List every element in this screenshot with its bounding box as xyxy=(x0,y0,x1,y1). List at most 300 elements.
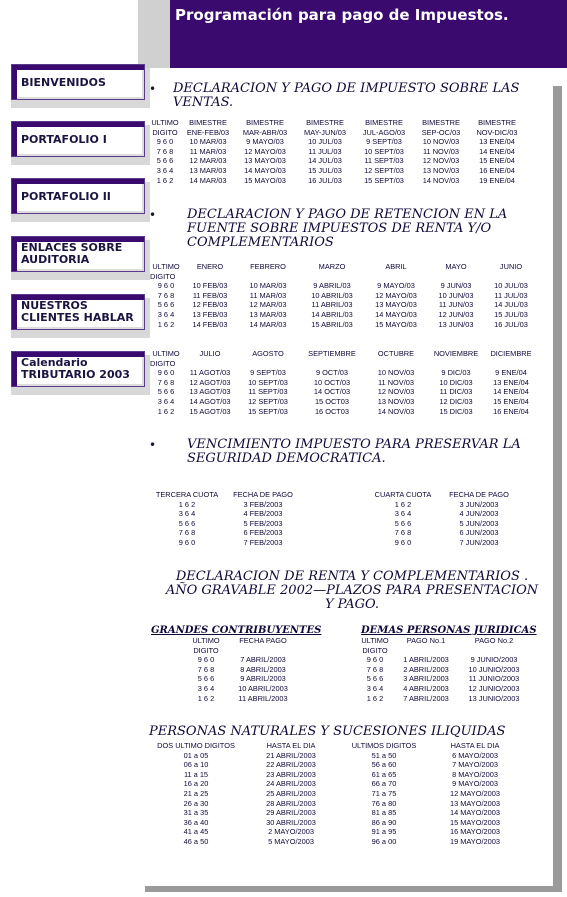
title-line: VENCIMIENTO IMPUESTO PARA PRESERVAR LA xyxy=(187,437,521,452)
retencion-table-1 xyxy=(149,262,537,329)
table-cell: 5 6 6 xyxy=(197,674,215,684)
table-cell: 3 6 4 xyxy=(178,509,196,519)
table-header-row xyxy=(357,636,529,646)
table-cell: 5 6 6 xyxy=(157,387,175,397)
table-cell: 7 6 8 xyxy=(178,528,196,538)
table-row xyxy=(147,818,519,828)
table-cell: 14 ENE/04 xyxy=(479,146,515,156)
table-cell: 3 6 4 xyxy=(157,309,175,319)
table-cell xyxy=(485,359,537,369)
table-cell: 30 ABRIL/2003 xyxy=(266,817,316,827)
table-cell: 10 ABRIL/2003 xyxy=(238,683,288,693)
table-cell: 15 ABRIL/03 xyxy=(311,319,353,329)
page-title: Programación para pago de Impuestos. xyxy=(175,6,509,24)
table-cell: 9 ENE/04 xyxy=(495,368,527,378)
table-cell: 12 JUNIO/2003 xyxy=(468,683,520,693)
table-cell: 1 6 2 xyxy=(178,499,196,509)
table-cell: 21 ABRIL/2003 xyxy=(266,750,316,760)
table-cell: 11 JUL/03 xyxy=(494,290,528,300)
table-row xyxy=(147,837,519,847)
table-cell: 14 OCT/03 xyxy=(313,387,351,397)
table-cell: 13 MAR/03 xyxy=(249,309,287,319)
table-cell: MAY-JUN/03 xyxy=(304,127,346,137)
table-row xyxy=(147,760,519,770)
table-cell: MARZO xyxy=(318,262,346,271)
table-cell: 16 MAYO/2003 xyxy=(450,827,500,837)
table-cell: ULTIMO xyxy=(361,636,389,645)
table-cell: PAGO No.1 xyxy=(406,636,446,645)
table-row xyxy=(149,538,301,548)
table-header-row xyxy=(185,636,299,646)
table-cell: 1 6 2 xyxy=(156,175,174,185)
table-row xyxy=(357,665,529,675)
table-header-row xyxy=(149,359,537,369)
section-title xyxy=(187,438,521,466)
grandes-contribuyentes-heading: GRANDES CONTRIBUYENTES xyxy=(151,625,322,636)
table-cell: 5 6 6 xyxy=(394,518,412,528)
table-cell: 14 JUL/03 xyxy=(308,156,342,166)
table-row xyxy=(149,519,301,529)
nav-label: PORTAFOLIO I xyxy=(21,133,107,146)
table-cell: JUNIO xyxy=(499,262,523,271)
table-cell: 26 a 30 xyxy=(183,798,209,808)
table-cell: MAR-ABR/03 xyxy=(242,127,288,137)
table-cell: 1 6 2 xyxy=(157,406,175,416)
table-cell: 15 MAYO/03 xyxy=(244,175,286,185)
table-cell: 9 6 0 xyxy=(394,537,412,547)
table-cell: BIMESTRE xyxy=(365,118,403,127)
table-cell: HASTA EL DIA xyxy=(450,741,500,750)
table-row xyxy=(149,281,537,291)
table-row xyxy=(149,320,537,330)
nav-label-line1: NUESTROS xyxy=(21,299,88,312)
nav-clientes[interactable] xyxy=(11,294,145,330)
table-cell: DIGITO xyxy=(150,358,176,368)
table-cell: 10 JUN/03 xyxy=(438,290,474,300)
table-cell: 9 ABRIL/2003 xyxy=(240,674,286,684)
table-cell: 15 MAYO/2003 xyxy=(450,817,500,827)
nav-label-line1: ENLACES SOBRE xyxy=(21,241,123,254)
table-cell: 31 a 35 xyxy=(183,808,209,818)
table-cell: 46 a 50 xyxy=(183,836,209,846)
table-cell: DIGITO xyxy=(150,271,176,281)
table-cell: 11 FEB/03 xyxy=(192,290,228,300)
table-cell: 7 6 8 xyxy=(394,528,412,538)
table-cell: 14 ENE/04 xyxy=(493,387,529,397)
table-cell: 13 AGOT/03 xyxy=(189,387,231,397)
table-cell: 15 SEPT/03 xyxy=(248,406,288,416)
table-row xyxy=(149,176,525,186)
table-cell: 23 ABRIL/2003 xyxy=(266,769,316,779)
table-cell: 36 a 40 xyxy=(183,817,209,827)
table-cell: 3 6 4 xyxy=(197,683,215,693)
table-header-row xyxy=(365,490,517,500)
table-cell: 41 a 45 xyxy=(183,827,209,837)
table-cell: 10 JUL/03 xyxy=(308,137,342,147)
table-cell: 11 JUNIO/2003 xyxy=(468,674,520,684)
table-cell: HASTA EL DIA xyxy=(266,741,316,750)
nav-enlaces-auditoria[interactable] xyxy=(11,236,145,272)
table-cell: 5 JUN/2003 xyxy=(459,518,499,528)
table-cell: 9 6 0 xyxy=(197,655,215,665)
table-cell xyxy=(237,359,299,369)
table-cell: 6 JUN/2003 xyxy=(459,528,499,538)
table-cell: 12 FEB/03 xyxy=(192,300,228,310)
table-cell: 16 ENE/04 xyxy=(479,165,515,175)
nav-portafolio-2[interactable] xyxy=(11,178,145,214)
bullet: • xyxy=(149,208,157,222)
table-cell xyxy=(183,272,237,282)
table-cell xyxy=(427,359,485,369)
table-cell: 5 6 6 xyxy=(366,674,384,684)
table-cell: JULIO xyxy=(199,349,221,358)
nav-bienvenidos[interactable] xyxy=(11,64,145,100)
table-cell: 12 SEPT/03 xyxy=(248,396,288,406)
title-line: DECLARACION Y PAGO DE IMPUESTO SOBRE LAS xyxy=(173,81,520,96)
table-cell: BIMESTRE xyxy=(478,118,516,127)
table-cell: 12 MAYO/03 xyxy=(375,290,417,300)
table-row xyxy=(149,310,537,320)
table-cell: 15 DIC/03 xyxy=(439,406,473,416)
table-cell: 01 a 05 xyxy=(183,750,209,760)
table-cell: JUL-AGO/03 xyxy=(362,127,406,137)
seguridad-cuarta-table xyxy=(365,490,517,548)
table-cell: 7 ABRIL/2003 xyxy=(240,655,286,665)
table-cell: 13 MAR/03 xyxy=(189,165,227,175)
table-cell xyxy=(485,272,537,282)
table-cell: FECHA PAGO xyxy=(239,636,287,645)
nav-label-line1: Calendario xyxy=(21,356,88,369)
table-cell: 6 MAYO/2003 xyxy=(452,750,498,760)
table-cell: 16 ENE/04 xyxy=(493,406,529,416)
table-cell: 13 MAYO/2003 xyxy=(450,798,500,808)
table-cell xyxy=(393,646,459,656)
table-cell: ENERO xyxy=(196,262,224,271)
table-cell: 16 JUL/03 xyxy=(308,175,342,185)
table-row xyxy=(149,528,301,538)
table-cell: 10 OCT/03 xyxy=(313,377,351,387)
table-cell: 12 NOV/03 xyxy=(377,387,415,397)
table-cell: 3 6 4 xyxy=(394,509,412,519)
table-cell xyxy=(299,359,365,369)
table-row xyxy=(149,387,537,397)
table-cell: 13 ENE/04 xyxy=(493,377,529,387)
table-row xyxy=(149,407,537,417)
table-cell: 9 MAYO/03 xyxy=(246,137,284,147)
table-cell: 12 NOV/03 xyxy=(422,156,460,166)
table-header-row xyxy=(149,262,537,272)
nav-label-line2: TRIBUTARIO 2003 xyxy=(21,368,130,381)
table-cell: 14 ABRIL/03 xyxy=(311,309,353,319)
table-row xyxy=(149,368,537,378)
table-cell: 11 MAR/03 xyxy=(189,146,227,156)
personas-naturales-table xyxy=(147,741,519,847)
nav-label-line2: CLIENTES HABLAR xyxy=(21,311,134,324)
table-cell: 5 MAYO/2003 xyxy=(268,836,314,846)
table-cell: SEPTIEMBRE xyxy=(308,349,356,358)
table-cell: 13 MAYO/03 xyxy=(244,156,286,166)
table-row xyxy=(147,808,519,818)
table-cell: 2 MAYO/2003 xyxy=(268,827,314,837)
table-cell: 6 FEB/2003 xyxy=(243,528,283,538)
table-row xyxy=(185,655,299,665)
table-cell: 16 a 20 xyxy=(183,779,209,789)
table-cell xyxy=(299,272,365,282)
table-cell xyxy=(459,646,529,656)
table-cell: 15 ENE/04 xyxy=(479,156,515,166)
table-cell: 7 6 8 xyxy=(157,377,175,387)
table-cell: 5 6 6 xyxy=(178,518,196,528)
seguridad-tercera-table xyxy=(149,490,301,548)
table-cell: BIMESTRE xyxy=(246,118,284,127)
table-cell: SEP-OC/03 xyxy=(421,127,461,137)
table-cell xyxy=(227,646,299,656)
table-cell: 12 MAR/03 xyxy=(249,300,287,310)
table-header-row xyxy=(149,272,537,282)
table-row xyxy=(357,674,529,684)
table-cell: 14 MAYO/03 xyxy=(375,309,417,319)
table-cell: 11 DIC/03 xyxy=(439,387,473,397)
table-row xyxy=(357,684,529,694)
table-cell: 76 a 80 xyxy=(371,798,397,808)
table-cell: 15 ENE/04 xyxy=(493,396,529,406)
table-header-row xyxy=(149,349,537,359)
table-cell: 14 JUL/03 xyxy=(494,300,528,310)
bullet: • xyxy=(149,438,157,452)
title-line: AÑO GRAVABLE 2002—PLAZOS PARA PRESENTACION xyxy=(165,583,539,598)
table-cell: 10 DIC/03 xyxy=(439,377,473,387)
table-cell: TERCERA CUOTA xyxy=(155,490,219,499)
table-cell: 4 ABRIL/2003 xyxy=(403,683,449,693)
table-cell: 8 MAYO/2003 xyxy=(452,769,498,779)
table-cell: 11 SEPT/03 xyxy=(364,156,404,166)
table-cell: 19 MAYO/2003 xyxy=(450,836,500,846)
table-cell: 61 a 65 xyxy=(371,769,397,779)
title-line: DECLARACION Y PAGO DE RETENCION EN LA xyxy=(187,207,508,222)
table-cell: ULTIMO xyxy=(192,636,220,645)
table-cell: 1 6 2 xyxy=(394,499,412,509)
table-row xyxy=(147,789,519,799)
table-cell: 16 OCT03 xyxy=(314,406,350,416)
table-header-row xyxy=(149,490,301,500)
table-cell: 14 MAYO/2003 xyxy=(450,808,500,818)
table-cell: 11 a 15 xyxy=(183,769,209,779)
table-row xyxy=(149,166,525,176)
table-cell: 15 JUL/03 xyxy=(494,309,528,319)
table-cell: 14 MAR/03 xyxy=(249,319,287,329)
table-cell: 14 NOV/03 xyxy=(377,406,415,416)
table-cell: 06 a 10 xyxy=(183,760,209,770)
table-cell: 11 AGOT/03 xyxy=(189,368,231,378)
table-cell: 15 JUL/03 xyxy=(308,165,342,175)
table-cell: 5 FEB/2003 xyxy=(243,518,283,528)
table-row xyxy=(185,694,299,704)
table-cell: 7 JUN/2003 xyxy=(459,537,499,547)
table-cell: 14 AGOT/03 xyxy=(189,396,231,406)
table-header-row xyxy=(147,741,519,751)
table-cell: 13 MAYO/03 xyxy=(375,300,417,310)
table-cell: ULTIMO xyxy=(152,349,180,358)
table-cell: 11 JUN/03 xyxy=(438,300,474,310)
table-cell: 10 JUL/03 xyxy=(494,281,528,291)
title-line: Y PAGO. xyxy=(324,597,380,612)
table-cell: 9 6 0 xyxy=(157,368,175,378)
table-cell: 12 DIC/03 xyxy=(439,396,473,406)
table-row xyxy=(365,538,517,548)
table-cell: PAGO No.2 xyxy=(474,636,514,645)
table-cell: 11 NOV/03 xyxy=(422,146,459,156)
table-cell xyxy=(365,272,427,282)
table-cell: 9 OCT/03 xyxy=(315,368,349,378)
table-cell: 9 SEPT/03 xyxy=(250,368,286,378)
table-cell: 4 JUN/2003 xyxy=(459,509,499,519)
table-cell: 91 a 95 xyxy=(371,827,397,837)
table-cell: MAYO xyxy=(445,262,467,271)
table-cell: 66 a 70 xyxy=(371,779,397,789)
table-cell: NOVIEMBRE xyxy=(433,349,479,358)
table-cell: CUARTA CUOTA xyxy=(374,490,432,499)
table-cell: 13 JUNIO/2003 xyxy=(468,693,520,703)
table-cell: ULTIMO xyxy=(152,262,180,271)
table-cell: DIGITO xyxy=(362,645,388,655)
demas-table xyxy=(357,636,529,703)
table-header-row xyxy=(149,128,525,138)
table-cell: 13 ENE/04 xyxy=(479,137,515,147)
table-cell: 19 ENE/04 xyxy=(479,175,515,185)
table-cell: 12 AGOT/03 xyxy=(189,377,231,387)
table-row xyxy=(149,137,525,147)
table-cell: 96 a 00 xyxy=(371,836,397,846)
table-row xyxy=(357,694,529,704)
table-cell: 3 JUN/2003 xyxy=(459,499,499,509)
table-cell: DICIEMBRE xyxy=(490,349,532,358)
table-row xyxy=(149,291,537,301)
table-cell: 11 NOV/03 xyxy=(377,377,414,387)
table-cell: 10 SEPT/03 xyxy=(364,146,404,156)
table-cell: ABRIL xyxy=(385,262,407,271)
table-cell: 12 SEPT/03 xyxy=(364,165,404,175)
table-cell: 9 6 0 xyxy=(178,537,196,547)
table-cell: 9 6 0 xyxy=(156,137,174,147)
table-cell: ULTIMOS DIGITOS xyxy=(351,741,417,750)
table-cell: 10 NOV/03 xyxy=(377,368,415,378)
table-cell: 51 a 50 xyxy=(371,750,397,760)
table-cell: 9 MAYO/2003 xyxy=(452,779,498,789)
table-cell: 1 6 2 xyxy=(157,319,175,329)
table-cell: 3 6 4 xyxy=(366,683,384,693)
table-cell xyxy=(237,272,299,282)
section-title xyxy=(151,570,553,612)
table-header-row xyxy=(185,646,299,656)
table-cell: 13 NOV/03 xyxy=(377,396,415,406)
table-cell: 10 SEPT/03 xyxy=(248,377,288,387)
table-row xyxy=(365,500,517,510)
table-cell: 81 a 85 xyxy=(371,808,397,818)
table-cell: 7 FEB/2003 xyxy=(243,537,283,547)
table-cell: 2 ABRIL/2003 xyxy=(403,664,449,674)
table-cell: 11 JUL/03 xyxy=(308,146,342,156)
table-row xyxy=(147,751,519,761)
table-cell: 13 FEB/03 xyxy=(192,309,228,319)
table-row xyxy=(365,519,517,529)
table-row xyxy=(149,509,301,519)
table-cell: 7 6 8 xyxy=(157,290,175,300)
table-row xyxy=(149,397,537,407)
main-content xyxy=(145,68,555,888)
table-cell: 28 ABRIL/2003 xyxy=(266,798,316,808)
table-cell: 1 ABRIL/2003 xyxy=(403,655,449,665)
table-cell: 10 FEB/03 xyxy=(192,281,228,291)
table-row xyxy=(185,684,299,694)
table-cell: 15 OCT03 xyxy=(314,396,350,406)
nav-calendario-tributario[interactable] xyxy=(11,351,145,387)
table-row xyxy=(149,147,525,157)
table-cell: 10 ABRIL/03 xyxy=(311,290,353,300)
table-cell: 5 6 6 xyxy=(157,300,175,310)
table-cell: ENE-FEB/03 xyxy=(186,127,230,137)
table-cell: 3 6 4 xyxy=(156,165,174,175)
top-left-blank xyxy=(0,0,138,68)
table-row xyxy=(147,779,519,789)
table-cell: FEBRERO xyxy=(250,262,286,271)
table-row xyxy=(185,665,299,675)
table-cell: 9 JUNIO/2003 xyxy=(470,655,518,665)
table-row xyxy=(149,500,301,510)
table-cell: 15 MAYO/03 xyxy=(375,319,417,329)
table-cell: 14 FEB/03 xyxy=(192,319,228,329)
table-cell: 1 6 2 xyxy=(197,693,215,703)
table-cell: 11 ABRIL/03 xyxy=(311,300,353,310)
table-cell: 56 a 60 xyxy=(371,760,397,770)
table-cell: 8 ABRIL/2003 xyxy=(240,664,286,674)
table-cell: 29 ABRIL/2003 xyxy=(266,808,316,818)
table-cell: 25 ABRIL/2003 xyxy=(266,788,316,798)
table-cell: DIGITO xyxy=(152,127,178,137)
table-cell: 15 AGOT/03 xyxy=(189,406,231,416)
table-cell: 12 MAYO/03 xyxy=(244,146,286,156)
table-cell xyxy=(427,272,485,282)
table-cell: OCTUBRE xyxy=(377,349,415,358)
table-cell: 86 a 90 xyxy=(371,817,397,827)
table-cell: DOS ULTIMO DIGITOS xyxy=(157,741,235,750)
table-cell: 3 6 4 xyxy=(157,396,175,406)
table-cell: ULTIMO xyxy=(151,118,179,127)
ventas-table xyxy=(149,118,525,185)
table-cell: 13 NOV/03 xyxy=(422,165,460,175)
nav-portafolio-1[interactable] xyxy=(11,121,145,157)
table-cell: 10 MAR/03 xyxy=(189,137,227,147)
section-title: PERSONAS NATURALES Y SUCESIONES ILIQUIDAS xyxy=(149,724,506,739)
table-cell: 11 SEPT/03 xyxy=(248,387,288,397)
nav-label: BIENVENIDOS xyxy=(21,76,106,89)
table-cell: 7 6 8 xyxy=(197,664,215,674)
table-cell: 9 JUN/03 xyxy=(440,281,472,291)
section-title xyxy=(173,82,519,110)
table-cell: 7 ABRIL/2003 xyxy=(403,693,449,703)
table-cell: 9 SEPT/03 xyxy=(366,137,402,147)
header-gray-strip xyxy=(138,0,170,68)
table-cell: 14 MAR/03 xyxy=(189,175,227,185)
table-row xyxy=(149,300,537,310)
table-cell: DIGITO xyxy=(193,645,219,655)
table-cell: 9 MAYO/03 xyxy=(377,281,415,291)
nav-label-line2: AUDITORIA xyxy=(21,253,90,266)
table-cell: 14 NOV/03 xyxy=(422,175,460,185)
table-cell xyxy=(183,359,237,369)
table-row xyxy=(365,509,517,519)
table-cell: BIMESTRE xyxy=(422,118,460,127)
table-cell: FECHA DE PAGO xyxy=(233,490,293,499)
